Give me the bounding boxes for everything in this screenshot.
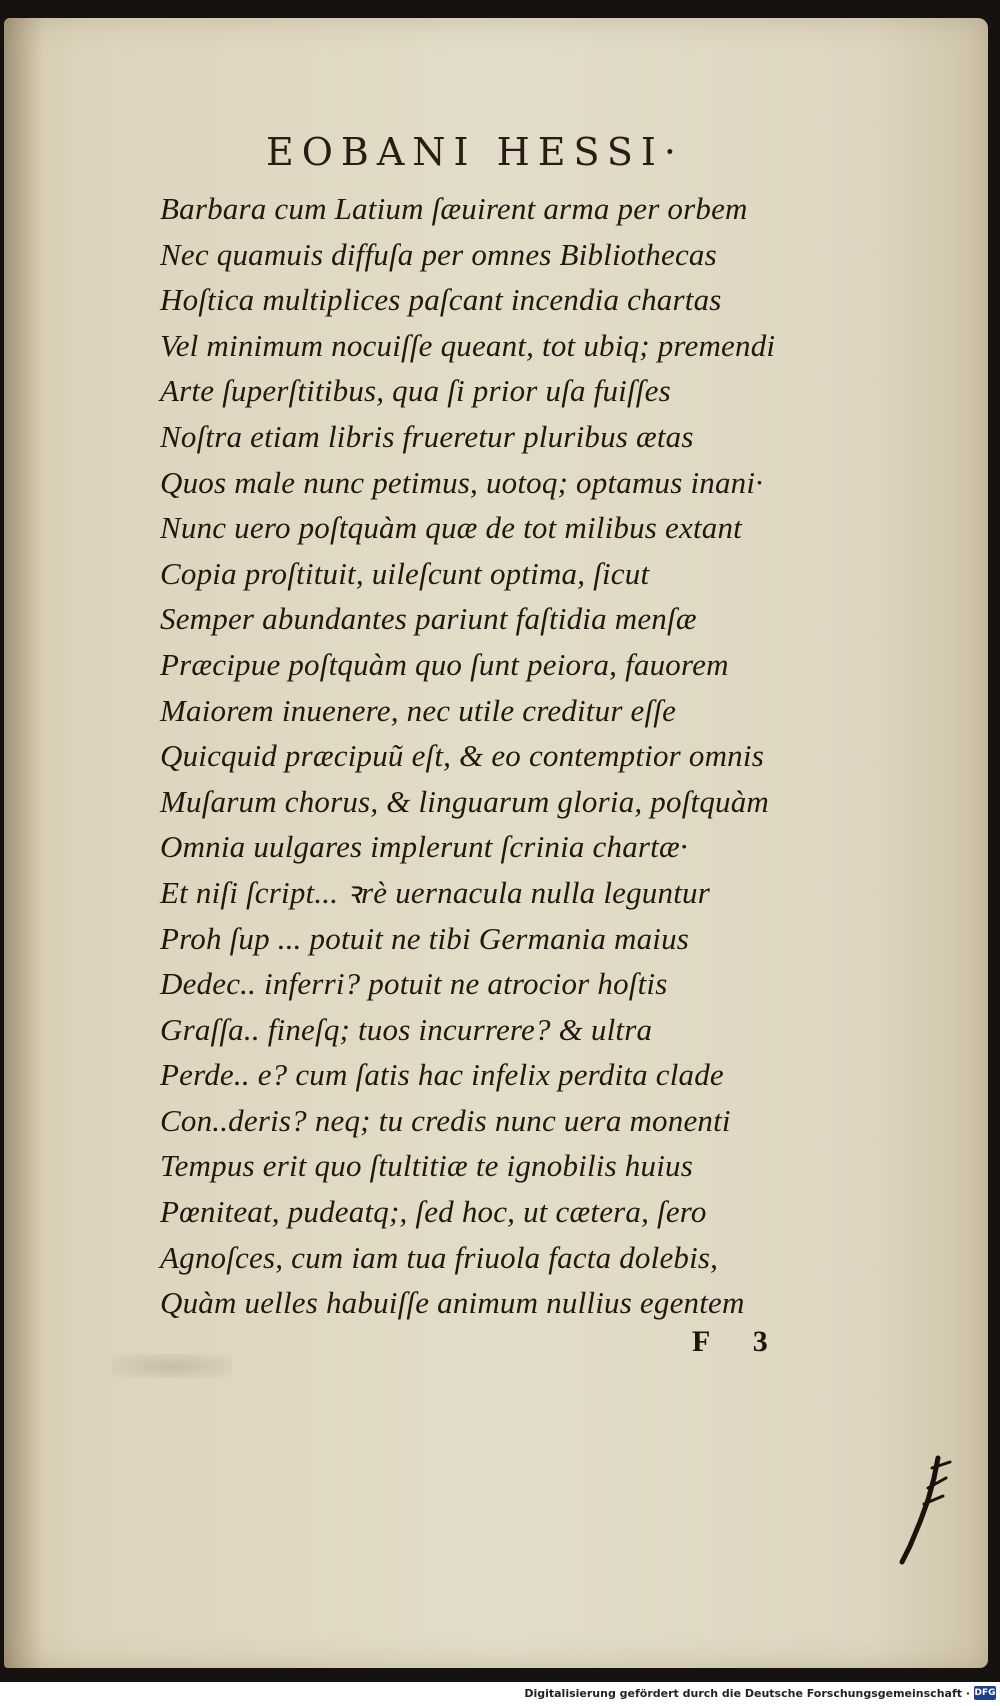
verse-block xyxy=(160,186,860,1326)
verse-line: Nunc uero poſtquàm quæ de tot milibus extant xyxy=(160,510,742,546)
verse-line: Copia proſtituit, uileſcunt optima, ſicut xyxy=(160,555,650,591)
verse-line: Muſarum chorus, & linguarum gloria, poſtquàm xyxy=(160,783,770,819)
handwritten-mark xyxy=(888,1448,958,1568)
verse-line: Quàm uelles habuiſſe animum nullius egentem xyxy=(160,1285,745,1321)
verse-line: Con..deris? neq; tu credis nunc uera monenti xyxy=(160,1102,731,1138)
verse-line: Noſtra etiam libris frueretur pluribus ætas xyxy=(160,418,694,454)
verse-line: Tempus erit quo ſtultitiæ te ignobilis huius xyxy=(160,1148,693,1184)
verse-line: Præcipue poſtquàm quo ſunt peiora, fauorem xyxy=(160,646,729,682)
book-page xyxy=(4,18,988,1668)
signature-mark: F 3 xyxy=(692,1325,786,1358)
verse-line: Quos male nunc petimus, uotoq; optamus inani· xyxy=(160,464,764,500)
verse-line: Semper abundantes pariunt faſtidia menſæ xyxy=(160,601,697,637)
verse-line: Arte ſuperſtitibus, qua ſi prior uſa fuiſſes xyxy=(160,373,671,409)
show-through-stain xyxy=(112,1354,232,1378)
verse-line: Quicquid præcipuũ eſt, & eo contemptior omnis xyxy=(160,738,764,774)
dfg-logo: DFG xyxy=(974,1688,996,1698)
verse-line: Omnia uulgares implerunt ſcrinia chartæ· xyxy=(160,829,688,865)
verse-line: Dedec.. inferri? potuit ne atrocior hoſtis xyxy=(160,966,668,1002)
verse-line: Proh ſup ... potuit ne tibi Germania maius xyxy=(160,920,690,956)
verse-line: Maiorem inuenere, nec utile creditur eſſe xyxy=(160,692,677,728)
verse-line: Nec quamuis diffuſa per omnes Bibliothecas xyxy=(160,236,717,272)
verse-line: Perde.. e? cum ſatis hac infelix perdita clade xyxy=(160,1057,724,1093)
verse-line: Vel minimum nocuiſſe queant, tot ubiq; premendi xyxy=(160,327,776,363)
verse-line: Hoſtica multiplices paſcant incendia chartas xyxy=(160,282,722,318)
verse-line: Barbara cum Latium ſæuirent arma per orbem xyxy=(160,191,748,226)
verse-line: Pœniteat, pudeatq;, ſed hoc, ut cætera, ſero xyxy=(160,1194,707,1230)
verse-line: Graſſa.. fineſq; tuos incurrere? & ultra xyxy=(160,1011,653,1047)
verse-line: Agnoſces, cum iam tua friuola facta dolebis, xyxy=(160,1239,719,1275)
verse-line: Et niſi ſcript... ꝛrè uernacula nulla leguntur xyxy=(160,874,710,910)
footer-credit: Digitalisierung gefördert durch die Deutsche Forschungsgemeinschaft · xyxy=(524,1687,970,1700)
running-head: EOBANI HESSI· xyxy=(266,130,684,174)
